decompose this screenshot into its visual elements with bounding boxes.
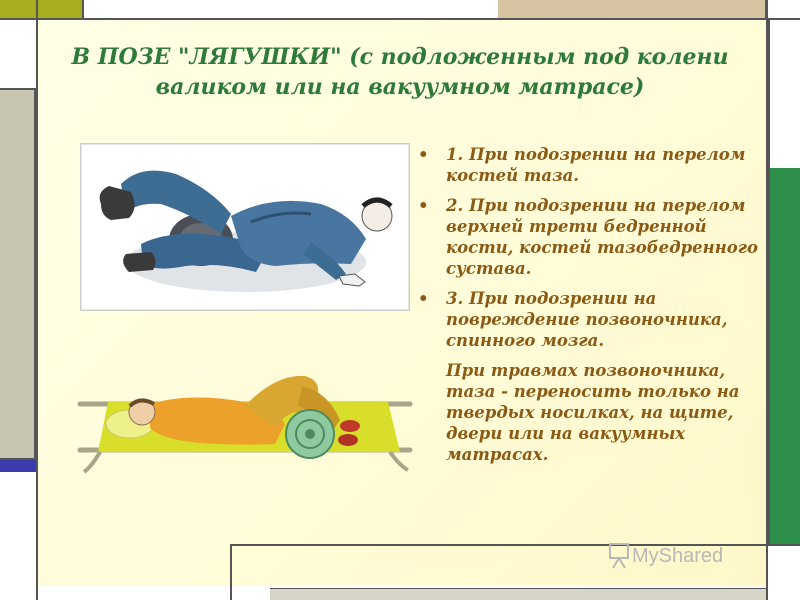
decor-gray-block	[0, 88, 36, 460]
list-item: • 2. При подозрении на перелом верхней трети бедренной кости, костей тазобедренного сустава.	[418, 195, 763, 279]
logo-text: MyShared	[632, 545, 724, 567]
decor-tan-block	[498, 0, 766, 18]
stretcher-illustration	[70, 362, 415, 492]
stretcher-drawing	[70, 362, 415, 492]
decor-line	[766, 0, 768, 600]
list-item: • 3. При подозрении на повреждение позвоночника, спинного мозга.	[418, 288, 763, 351]
presentation-board-icon	[610, 544, 628, 568]
frog-position-illustration	[80, 143, 410, 311]
logo-graphic	[608, 540, 768, 570]
decor-right-top-block	[768, 18, 800, 168]
indications-list	[418, 144, 763, 474]
decor-line	[0, 88, 36, 90]
frog-position-drawing	[81, 144, 411, 312]
decor-line	[36, 0, 38, 600]
decor-olive-block	[0, 0, 82, 18]
decor-line	[0, 18, 800, 20]
decor-top-block	[82, 0, 498, 18]
decor-bottom-block	[270, 588, 768, 600]
decor-line	[230, 544, 232, 600]
myshared-logo	[608, 540, 768, 570]
list-item: • 1. При подозрении на перелом костей таза.	[418, 144, 763, 186]
decor-blue-stripe	[0, 460, 36, 472]
decor-green-block	[768, 168, 800, 546]
slide-title: В ПОЗЕ "ЛЯГУШКИ" (с подложенным под колени валиком или на вакуумном матрасе)	[71, 44, 729, 100]
list-item-note: При травмах позвоночника, таза - переносить только на твердых носилках, на щите, двери или на вакуумных матрасах.	[446, 361, 740, 464]
